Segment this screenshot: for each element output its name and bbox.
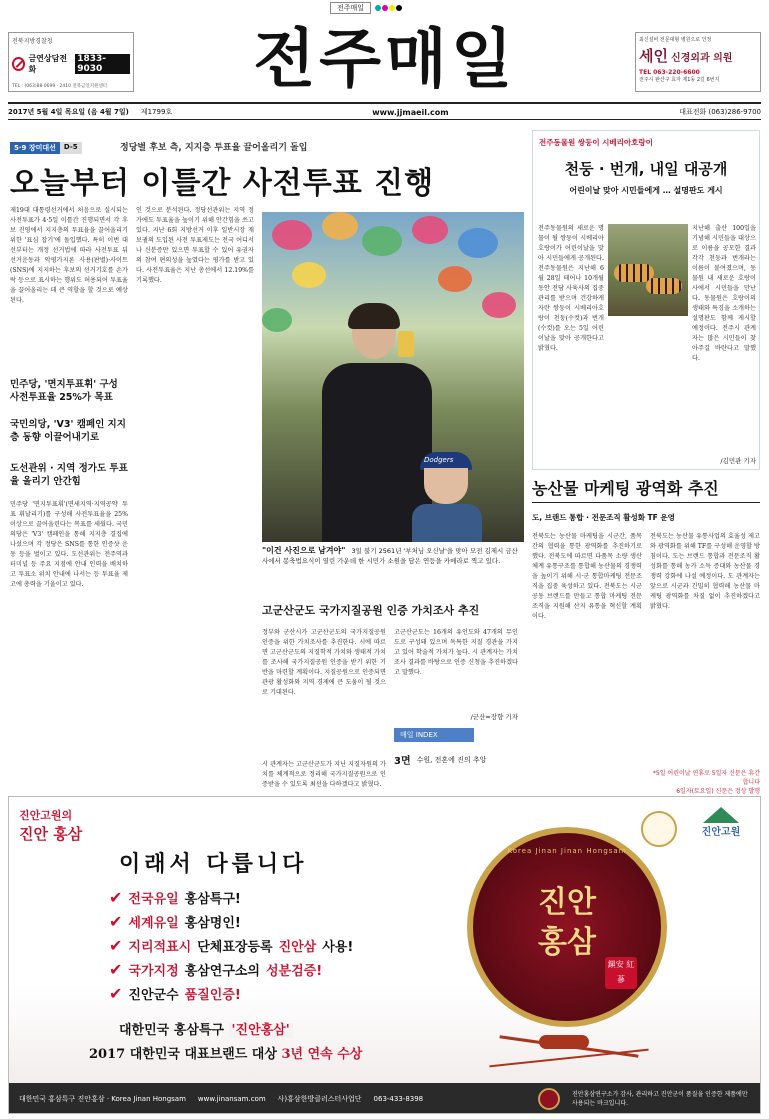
masthead-title: 전주매일 <box>253 23 517 97</box>
ad-brand-sub: 진안 홍삼 <box>19 825 83 843</box>
farm-sub: 도, 브랜드 통합 · 전문조직 활성화 TF 운영 <box>532 513 675 522</box>
ad-footer-org: 사)홍삼한방클러스터사업단 <box>277 1095 362 1103</box>
cmyk-y <box>389 5 395 11</box>
index-box <box>394 728 518 788</box>
right-ad-sub: 신경외과 의원 <box>670 53 733 64</box>
emblem-ring-text: Korea Jinan Jinan Hongsam <box>507 847 627 855</box>
left-ad-title: 금연상담전화 <box>28 54 68 74</box>
farm-headline: 농산물 마케팅 광역화 추진 <box>532 479 719 498</box>
emblem-main-2: 홍삼 <box>538 925 596 960</box>
index-page: 3면 <box>394 756 411 767</box>
ad-slogan <box>119 1019 293 1038</box>
index-label: 매일 INDEX <box>394 728 474 742</box>
buddha-day-photo <box>262 212 524 542</box>
emblem-seal: 鎭安 紅蔘 <box>605 957 637 989</box>
slug-text: 전주매일 <box>330 2 371 14</box>
ad-footer-seal <box>538 1088 560 1110</box>
farm-col-2: 전북도는 농산물 유통사업의 효율성 제고와 광역화를 위해 TF를 구성해 운영할 방침이다. 도는 브랜드 통합과 전문조직 활성화를 통해 농가 소득 증대와 농산물 경쟁력 강화에 나설 예정이다. 도 관계자는 앞으로 시군과 긴밀히 협력해 농산물 마케팅 광역화를 차질 없이 추진하겠다고 밝혔다. <box>650 533 760 610</box>
ad-right-logo-text: 진안고원 <box>701 827 741 838</box>
cmyk-m <box>382 5 388 11</box>
lead-sub3: 도선관위 · 지역 정가도 투표율 올리기 안간힘 <box>10 463 128 487</box>
cap-text: Dodgers <box>424 456 454 464</box>
main-phone: 대표전화 (063)286-9700 <box>679 108 761 116</box>
ad-award-pre: 2017 대한민국 대표브랜드 대상 <box>89 1047 277 1062</box>
right-ad-name: 세인 <box>639 47 668 65</box>
photo-caption-text: 3일 불기 2561년 '부처님 오신날'을 맞아 모전 김제시 금산사에서 봉축법요식이 열린 가운데 한 시민가 소원을 담은 연등을 카메라로 찍고 있다. <box>262 547 518 565</box>
ad-line-3: ✔ 지리적표시 단체표장등록 진안삼 사용! <box>109 935 354 955</box>
ad-award <box>89 1043 362 1062</box>
check-icon: ✔ <box>109 935 123 955</box>
lead-kicker: 정당별 후보 측, 지지층 투표율 끌어올리기 돌입 <box>120 143 308 153</box>
lead-tag-label: 5·9 장미대선 <box>10 142 60 154</box>
ad-line-4: ✔ 국가지정 홍삼연구소의 성분검증! <box>109 959 323 979</box>
site-url[interactable]: www.jjmaeil.com <box>372 107 449 117</box>
farm-note-1: *5일 어린이날 연휴로 5일자 신문은 휴간합니다 <box>652 770 760 786</box>
farm-note <box>650 768 760 795</box>
top-slug <box>330 2 440 14</box>
mountain-icon <box>703 807 739 823</box>
lead-headline: 오늘부터 이틀간 사전투표 진행 <box>10 166 435 201</box>
ad-headline: 이래서 다릅니다 <box>119 852 308 877</box>
ad-line-1: ✔ 전국유일 홍삼특구! <box>109 887 241 907</box>
lead-tag-dday: D-5 <box>60 142 82 154</box>
cmyk-dots <box>375 5 402 11</box>
ad-award-red: 3년 연속 수상 <box>281 1047 363 1062</box>
park-col-1: 정부와 군산시가 고군산군도의 국가지질공원 인증을 위한 가치조사를 추진한다. 시에 따르면 고군산군도의 지질학적 가치와 생태적 가치를 조사해 국가지질공원 인증을 받기 위한 기반을 마련할 계획이다. 지질공원으로 인증되면 관광 활성화와 지역 경제에 큰 도움이 될 것으로 기대된다. <box>262 629 386 696</box>
lead-sub1: 민주당, '면지투표휘' 구성 사전투표율 25%가 목표 <box>10 379 118 403</box>
masthead-top-rule <box>8 102 761 104</box>
left-ad-number: 1833-9030 <box>75 54 130 74</box>
ad-certificate-badge <box>641 811 677 847</box>
zoo-col-2: 지난해 출산 100일을 기념해 시민들을 대상으로 이름을 공모한 결과 각각 천둥과 번개라는 이름이 붙여졌으며, 동물원 내 새로운 호랑이사에서 시민들을 만난다. 동물원은 호랑이의 생태와 특징을 소개하는 설명판도 함께 게시할 예정이다. 전주시 관계자는 많은 시민들이 찾아주길 바란다고 말했다. <box>692 225 756 362</box>
ad-line-2: ✔ 세계유일 홍삼명인! <box>109 911 241 931</box>
ad-footer-tel: 063-433-8398 <box>373 1095 424 1103</box>
park-headline: 고군산군도 국가지질공원 인증 가치조사 추진 <box>262 604 480 617</box>
date-text: 2017년 5월 4일 목요일 (음 4월 7일) <box>8 108 129 116</box>
zoo-col-1b <box>608 320 688 460</box>
lead-tag <box>10 142 82 154</box>
park-byline: /군산=장향 기자 <box>470 713 518 721</box>
ad-slogan-pre: 대한민국 홍삼특구 <box>119 1023 224 1038</box>
right-ad-addr: 전주시 완산구 효자 제1동 2길 6번지 <box>639 77 720 83</box>
park-col-3: 시 관계자는 고군산군도가 지닌 지질자원의 가치를 체계적으로 정리해 국가지질공원으로 인증받을 수 있도록 최선을 다하겠다고 밝혔다. <box>262 761 386 788</box>
tiger-photo <box>608 224 688 316</box>
check-icon: ✔ <box>109 911 123 931</box>
cmyk-c <box>375 5 381 11</box>
left-ad-org: 전북지방경찰청 <box>12 38 53 45</box>
zoo-tag: 전주동물원 쌍둥이 시베리아호랑이 <box>539 138 653 147</box>
ginseng-root <box>479 1035 659 1079</box>
lead-col-2: 민주당 '면지투표휘'(면세지역·지역공약 투표 휘날리기)를 구성해 사전투표율을 25% 이상으로 끌어올린다는 목표를 세웠다. 국민의당은 'V3' 캠페인을 통해 지지층 결집에 나섰으며 각 정당은 SNS를 통한 인증샷 운동 등을 벌이고 있다. 도선관위는 전주역과 터미널 등 주요 지점에 안내 인력을 배치하고 투표소 위치 안내에 나서는 등 투표율 제고에 총력을 기울이고 있다. <box>10 501 128 588</box>
check-icon: ✔ <box>109 983 123 1003</box>
masthead-bottom-rule <box>8 119 761 120</box>
left-banner-ad <box>8 32 134 92</box>
zoo-col-1: 전주동물원의 새로운 명물이 될 쌍둥이 시베리아 호랑이가 어린이날을 맞아 시민들에게 공개된다. 전주동물원은 지난해 6월 28일 태어나 10개월 동안 전담 사육사의 집중 관리를 받으며 건강하게 자란 쌍둥이 시베리아호랑이 천둥(수컷)과 번개(수컷)를 오는 5일 어린이날을 맞아 공개한다고 밝혔다. <box>538 225 604 352</box>
ad-line-5: ✔ 진안군수 품질인증! <box>109 983 241 1003</box>
date-line <box>8 106 761 118</box>
ad-lines <box>109 885 439 1005</box>
cmyk-k <box>396 5 402 11</box>
emblem-main-1: 진안 <box>538 885 596 920</box>
ad-brand-left: 진안고원의 <box>19 809 73 822</box>
ad-right-logo <box>689 807 753 847</box>
index-item: 수원, 전혼에 진의 추앙 <box>416 755 487 764</box>
issue-number: 제1799호 <box>140 108 173 116</box>
ad-slogan-quote: '진안홍삼' <box>229 1023 293 1038</box>
ad-footer-url[interactable]: www.jinansam.com <box>197 1095 266 1103</box>
park-col-2: 고군산군도는 16개의 유인도와 47개의 무인도로 구성돼 있으며 독특한 지질 경관을 가지고 있어 학술적 가치가 높다. 시 관계자는 가치조사 결과를 바탕으로 인증 신청을 추진하겠다고 말했다. <box>394 629 518 676</box>
zoo-byline: /김민관 기자 <box>720 457 756 465</box>
hongsam-ad <box>8 796 761 1114</box>
right-ad-phone: TEL 063-220-6600 <box>639 69 700 76</box>
zoo-headline: 천둥 · 번개, 내일 대공개 <box>564 160 728 178</box>
ad-footer-left: 대한민국 홍삼특구 진안홍삼 · Korea Jinan Hongsam <box>19 1095 186 1103</box>
photo-caption-title: "이건 사진으로 남겨야" <box>262 546 346 555</box>
farm-note-2: 6일자(토요일) 신문은 정상 발행 <box>676 788 760 795</box>
ad-footer <box>9 1083 761 1114</box>
farm-col-1: 전북도는 농산물 마케팅을 시군간, 품목간의 협력을 통한 광역화를 추진하기로 했다. 전북도에 따르면 다품목 소량 생산 체계 유통구조를 통합해 농산물의 경쟁력을 높이기 위해 시·군 통합마케팅 전문조직을 집중 육성하고 있다. 전북도는 시군 공동 브랜드를 만들고 통합 마케팅 전문조직을 지원해 산지 유통을 혁신할 계획이다. <box>532 533 642 620</box>
check-icon: ✔ <box>109 959 123 979</box>
left-ad-fine: TEL : (063)88·0699 · 2410 전북금연지원센터 <box>12 84 108 89</box>
ad-footer-right: 진안홍삼연구소가 감사, 관리하고 진안군이 품질을 인증한 제품에만 사용되는 마크입니다. <box>572 1091 748 1107</box>
child-figure <box>412 452 482 542</box>
right-banner-ad <box>635 32 761 92</box>
lead-col-1: 제19대 대통령선거에서 처음으로 실시되는 사전투표가 4·5일 이틀간 진행되면서 각 후보 진영에서 지지층의 투표율을 끌어올리기 위한 '표심 잡기'에 돌입했다. 특히 이번 대선부터는 개정 선거법에 따라 사전투표 뒤 선거운동과 악평가지론 사용(판별)·사이트(SNS)에 지지하는 후보의 선거기호를 손가락 등으로 표시하는 행위도 허용되어 투표율을 끌어올리는 데 큰 역할을 할 것으로 예상된다. <box>10 207 128 304</box>
zoo-sub: 어린이날 맞아 시민들에게 … 설명판도 게시 <box>569 186 723 195</box>
right-ad-top: 최신설비 전문대형 병원으로 인정 <box>639 37 712 43</box>
no-smoking-icon <box>12 57 25 71</box>
photo-caption <box>262 546 524 566</box>
check-icon: ✔ <box>109 887 123 907</box>
lead-sub2: 국민의당, 'V3' 캠페인 지지층 동향 이끌어내기로 <box>10 419 126 443</box>
lead-col-3: 인 것으로 분석된다. 정당선관위는 지역 정가에도 투표율을 높이기 위해 안간힘을 쓰고 있다. 지난 6회 지방선거 이후 일반시장 재보궐의 도입된 사전 투표제도는 전국 어디서나 신분증만 있으면 투표할 수 있어 유권자의 참여 편의성을 높였다는 평가를 받고 있다. 사전투표율은 지난 총선에서 12.19%를 기록했다. <box>136 207 254 284</box>
hongsam-emblem <box>467 827 667 1027</box>
farm-rule <box>532 502 760 503</box>
